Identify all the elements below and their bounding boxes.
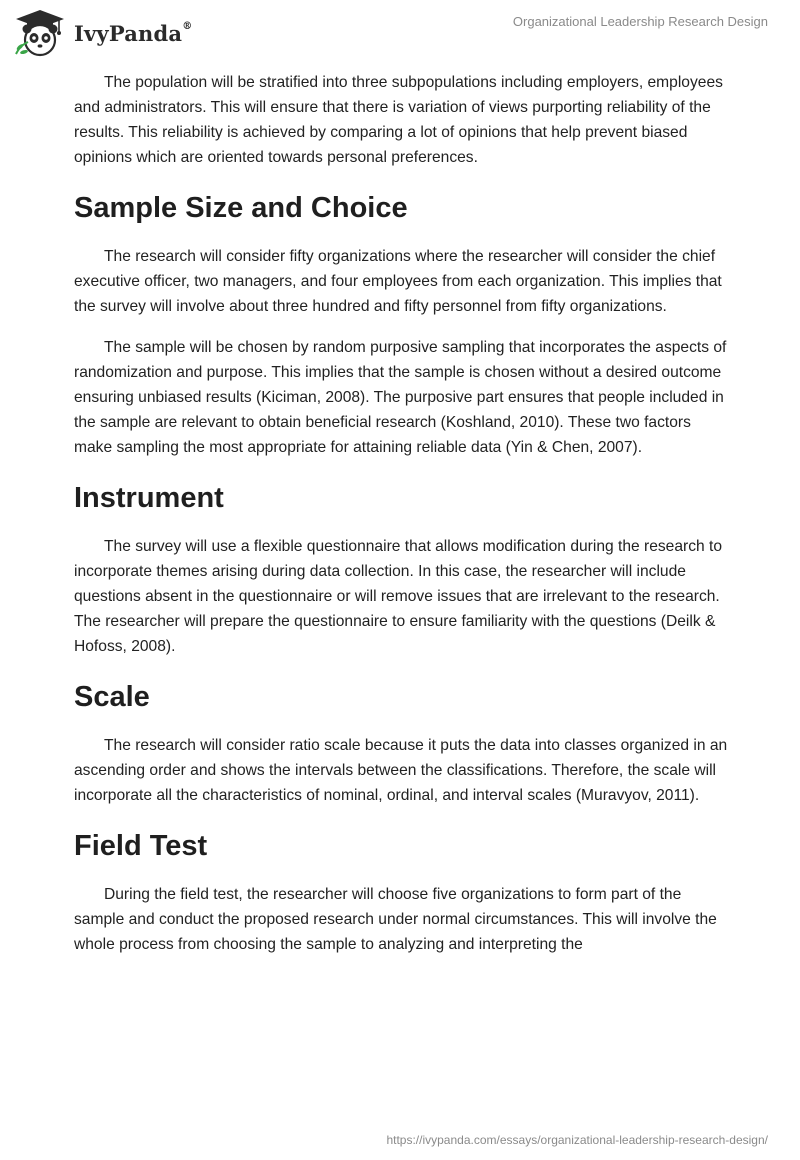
section-heading: Scale <box>74 681 150 713</box>
section-heading: Instrument <box>74 482 224 514</box>
section-heading: Sample Size and Choice <box>74 192 408 224</box>
paragraph: The sample will be chosen by random purposive sampling that incorporates the aspects of randomization and purpose. This implies that the sample is chosen without a desired outcome ensuring unbiased results (Kiciman, 2008). The purposive part ensures that people included in the sample are relevant to obtain beneficial research (Koshland, 2010). These two factors make sampling the most appropriate for attaining reliable data (Yin & Chen, 2007). <box>74 339 727 456</box>
essay-body <box>74 70 730 973</box>
brand-name: IvyPanda® <box>74 20 193 46</box>
paragraph: The population will be stratified into three subpopulations including employers, employees and administrators. This will ensure that there is variation of views purporting reliability of the results. This reliability is achieved by comparing a lot of opinions that help prevent biased opinions which are oriented towards personal preferences. <box>74 74 723 166</box>
panda-graduate-icon <box>12 8 68 58</box>
paragraph: The research will consider ratio scale because it puts the data into classes organized in an ascending order and shows the intervals between the classifications. Therefore, the scale will incorporate all the characteristics of nominal, ordinal, and interval scales (Muravyov, 2011). <box>74 737 728 804</box>
paragraph: During the field test, the researcher will choose five organizations to form part of the sample and conduct the proposed research under normal circumstances. This will involve the whole process from choosing the sample to analyzing and interpreting the <box>74 886 717 953</box>
ivypanda-logo[interactable] <box>12 8 192 58</box>
paragraph: The research will consider fifty organizations where the researcher will consider the chief executive officer, two managers, and four employees from each organization. This implies that the survey will involve about three hundred and fifty personnel from fifty organizations. <box>74 248 722 315</box>
source-url[interactable]: https://ivypanda.com/essays/organizational-leadership-research-design/ <box>386 1133 768 1147</box>
trademark-symbol: ® <box>182 20 193 32</box>
section-heading: Field Test <box>74 830 208 862</box>
page-header <box>0 0 800 70</box>
paragraph: The survey will use a flexible questionnaire that allows modification during the research to incorporate themes arising during data collection. In this case, the researcher will include questions absent in the questionnaire or will remove issues that are irrelevant to the research. The researcher will prepare the questionnaire to ensure familiarity with the questions (Deilk & Hofoss, 2008). <box>74 538 723 655</box>
document-title: Organizational Leadership Research Design <box>512 14 768 29</box>
